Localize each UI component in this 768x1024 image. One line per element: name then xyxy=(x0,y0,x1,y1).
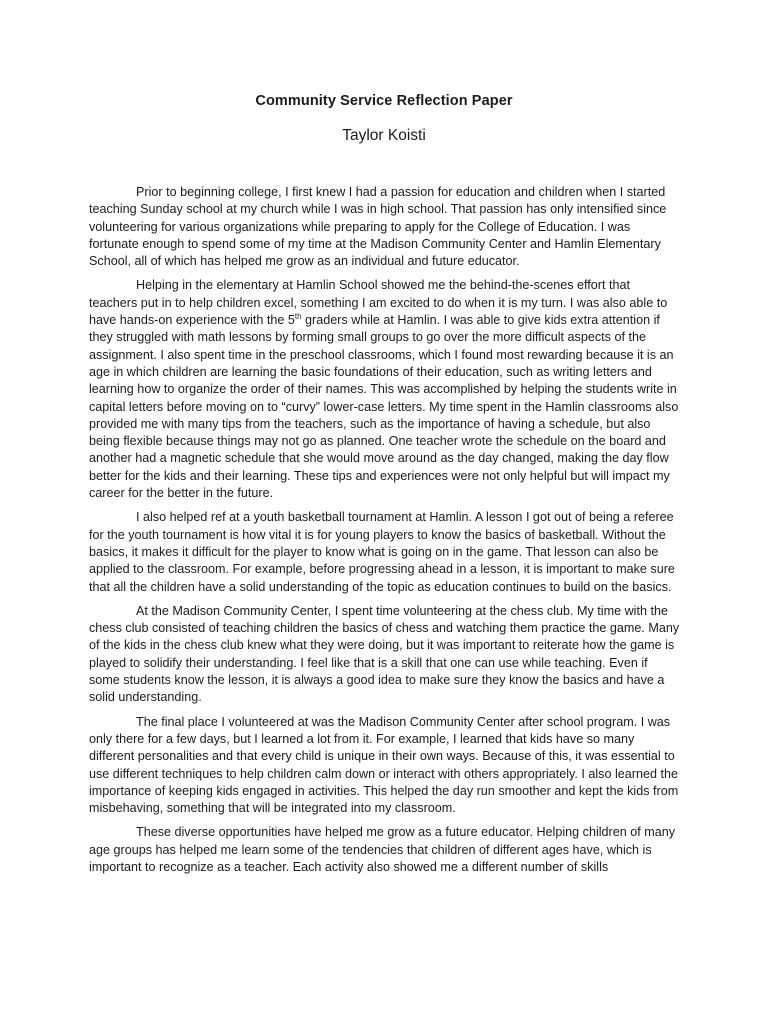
paragraph-hamlin xyxy=(89,277,681,502)
paragraph-conclusion: These diverse opportunities have helped me grow as a future educator. Helping children of many age groups has helped me learn some of the tendencies that children of different ages have, which is important to recognize as a teacher. Each activity also showed me a different number of skills xyxy=(89,825,676,874)
paragraph-chess-club: At the Madison Community Center, I spent time volunteering at the chess club. My time with the chess club consisted of teaching children the basics of chess and watching them practice the game. Many of the kids in the chess club knew what they were doing, but it was important to reiterate how the game is played to solidify their understanding. I feel like that is a skill that one can use while teaching. Even if some students know the lesson, it is always a good idea to make sure they know the basics and have a solid understanding. xyxy=(89,603,680,705)
page-title: Community Service Reflection Paper xyxy=(255,93,513,109)
paragraph-intro: Prior to beginning college, I first knew I had a passion for education and children when I started teaching Sunday school at my church while I was in high school. That passion has only intensified since volunteering for various organizations while preparing to apply for the College of Education. I was fortunate enough to spend some of my time at the Madison Community Center and Hamlin Elementary School, all of which has helped me grow as an individual and future educator. xyxy=(89,185,667,269)
author-name: Taylor Koisti xyxy=(342,127,426,144)
hamlin-text-end: graders while at Hamlin. I was able to give kids extra attention if they struggled with math lessons by forming small groups to go over the more difficult aspects of the assignment. I also spent time in the preschool classrooms, which I found most rewarding because it is an age in which children are learning the basic foundations of their education, such as writing letters and learning how to organize the order of their names. This was accomplished by helping the students write in capital letters before moving on to “curvy” lower-case letters. My time spent in the Hamlin classrooms also provided me with many tips from the teachers, such as the importance of having a schedule, but also being flexible because things may not go as planned. One teacher wrote the schedule on the board and another had a magnetic schedule that she would move around as the day changed, making the day flow better for the kids and their learning. These tips and experiences were not only helpful but will impact my career for the better in the future. xyxy=(89,313,679,501)
essay-body xyxy=(89,184,681,876)
paragraph-basketball: I also helped ref at a youth basketball tournament at Hamlin. A lesson I got out of being a referee for the youth tournament is how vital it is for young players to know the basics of basketball. Without the basics, it makes it difficult for the player to know what is going on in the game. That lesson can also be applied to the classroom. For example, before progressing ahead in a lesson, it is important to make sure that all the children have a solid understanding of the topic as education continues to build on the basics. xyxy=(89,510,675,594)
paragraph-after-school: The final place I volunteered at was the Madison Community Center after school program. I was only there for a few days, but I learned a lot from it. For example, I learned that kids have so many different personalities and that every child is unique in their own ways. Because of this, it was essential to use different techniques to help children calm down or interact with others appropriately. I also learned the importance of keeping kids engaged in activities. This helped the day run smoother and kept the kids from misbehaving, something that will be integrated into my classroom. xyxy=(89,714,679,816)
hamlin-text-start: Helping in the elementary at Hamlin School showed me the behind-the-scenes effort that teachers put in to help children excel, something I am excited to do when it is my turn. I was also able to have hands-on experience with the 5 xyxy=(89,278,668,328)
ordinal-superscript: th xyxy=(294,311,302,321)
